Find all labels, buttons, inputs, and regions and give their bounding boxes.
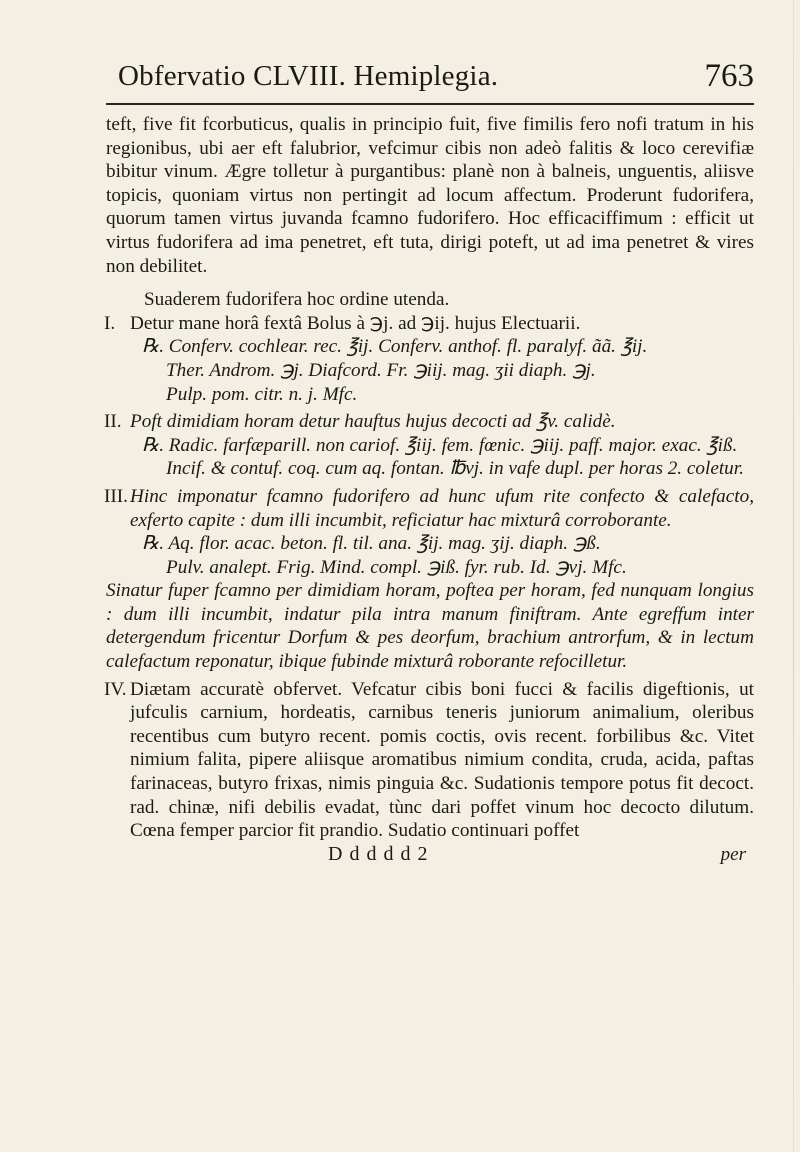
section-IV [106,678,754,843]
signature-mark: D d d d d 2 [328,842,429,865]
recipe-I-line-3: Pulp. pom. citr. n. j. Mfc. [166,383,358,405]
section-IV-number: IV. [104,678,127,700]
header-rule [106,103,754,105]
body-text [106,113,754,867]
recipe-II-line-1: ℞. Radic. farfæparill. non cariof. ℥iij. fem. fœnic. ℈iij. paff. major. exac. ℥iß. [142,434,738,456]
running-head [106,60,754,100]
recipe-II-line-2: Incif. & contuf. coq. cum aq. fontan. ℔vj. in vafe dupl. per horas 2. coletur. [166,458,744,480]
section-III-number: III. [104,485,128,507]
section-III-text: Hinc imponatur fcamno fudorifero ad hunc ufum rite confecto & calefacto, exferto capite : dum illi incumbit, reficiatur hac mixturâ corroborante. [130,485,754,531]
paragraph-2: Suaderem fudorifera hoc ordine utenda. [144,289,450,311]
section-II [106,410,754,434]
recipe-I-line-2: Ther. Androm. ℈j. Diafcord. Fr. ℈iij. mag. ʒii diaph. ℈j. [166,359,596,381]
page-number: 763 [704,58,754,94]
section-III-text-2: Sinatur fuper fcamno per dimidiam horam, poftea per horam, fed nunquam longius : dum illi incumbit, indatur pila intra manum finiftram. Ante egreffum inter detergendum fricentur Dorfum & pes deorfum, brachium antrorfum, & in lectum calefactum reponatur, ibique fubinde mixturâ roborante refocilletur. [106,580,754,673]
recipe-III-line-2: Pulv. analept. Frig. Mind. compl. ℈iß. fyr. rub. Id. ℈vj. Mfc. [166,556,627,578]
section-III [106,485,754,532]
section-IV-text: Diætam accuratè obfervet. Vefcatur cibis boni fucci & facilis digeftionis, ut jufculis carnium, hordeatis, carnibus teneris juniorum animalium, oleribus recentibus cum butyro recent. pomis coctis, ovis recent. forbilibus &c. Vitet nimium falita, pipere aliisque aromatibus nimium condita, cruda, acida, paftas farinaceas, butyro frixas, nimis pinguia &c. Sudationis tempore potus fit decoct. rad. chinæ, nifi debilis evadat, tùnc dari poffet vinum hoc decocto dilutum. Cœna femper parcior fit prandio. Sudatio continuari poffet [130,678,754,842]
page-crease [793,0,794,1152]
recipe-I-line-1: ℞. Conferv. cochlear. rec. ℥ij. Conferv. anthof. fl. paralyf. ãã. ℥ij. [142,336,648,358]
section-II-text: Poft dimidiam horam detur hauftus hujus decocti ad ℥v. calidè. [130,411,616,433]
section-II-number: II. [104,411,122,433]
recipe-III-line-1: ℞. Aq. flor. acac. beton. fl. til. ana. ℥ij. mag. ʒij. diaph. ℈ß. [142,533,601,555]
section-I-text: Detur mane horâ fextâ Bolus à ℈j. ad ℈ij. hujus Electuarii. [130,312,581,334]
paragraph-1: teft, five fit fcorbuticus, qualis in principio fuit, five fimilis fero nofi tratum in his regionibus, ubi aer eft falubrior, vefcimur cibis non adeò falitis & loco cerevifiæ bibitur vinum. Ægre tolletur à purgantibus: planè non à balneis, unguentis, aliisve topicis, quoniam virtus non pertingit ad locum affectum. Proderunt fudorifera, quorum tamen virtus juvanda fcamno fudorifero. Hoc efficaciffimum : efficit ut virtus fudorifera ad ima penetret, eft tuta, dirigi poteft, ut ad ima penetret & vires non debilitet. [106,114,754,277]
section-I [106,312,754,336]
section-I-number: I. [104,312,116,334]
page-footer [106,843,754,867]
catchword: per [720,843,746,865]
running-title: Obfervatio CLVIII. Hemiplegia. [118,60,499,92]
